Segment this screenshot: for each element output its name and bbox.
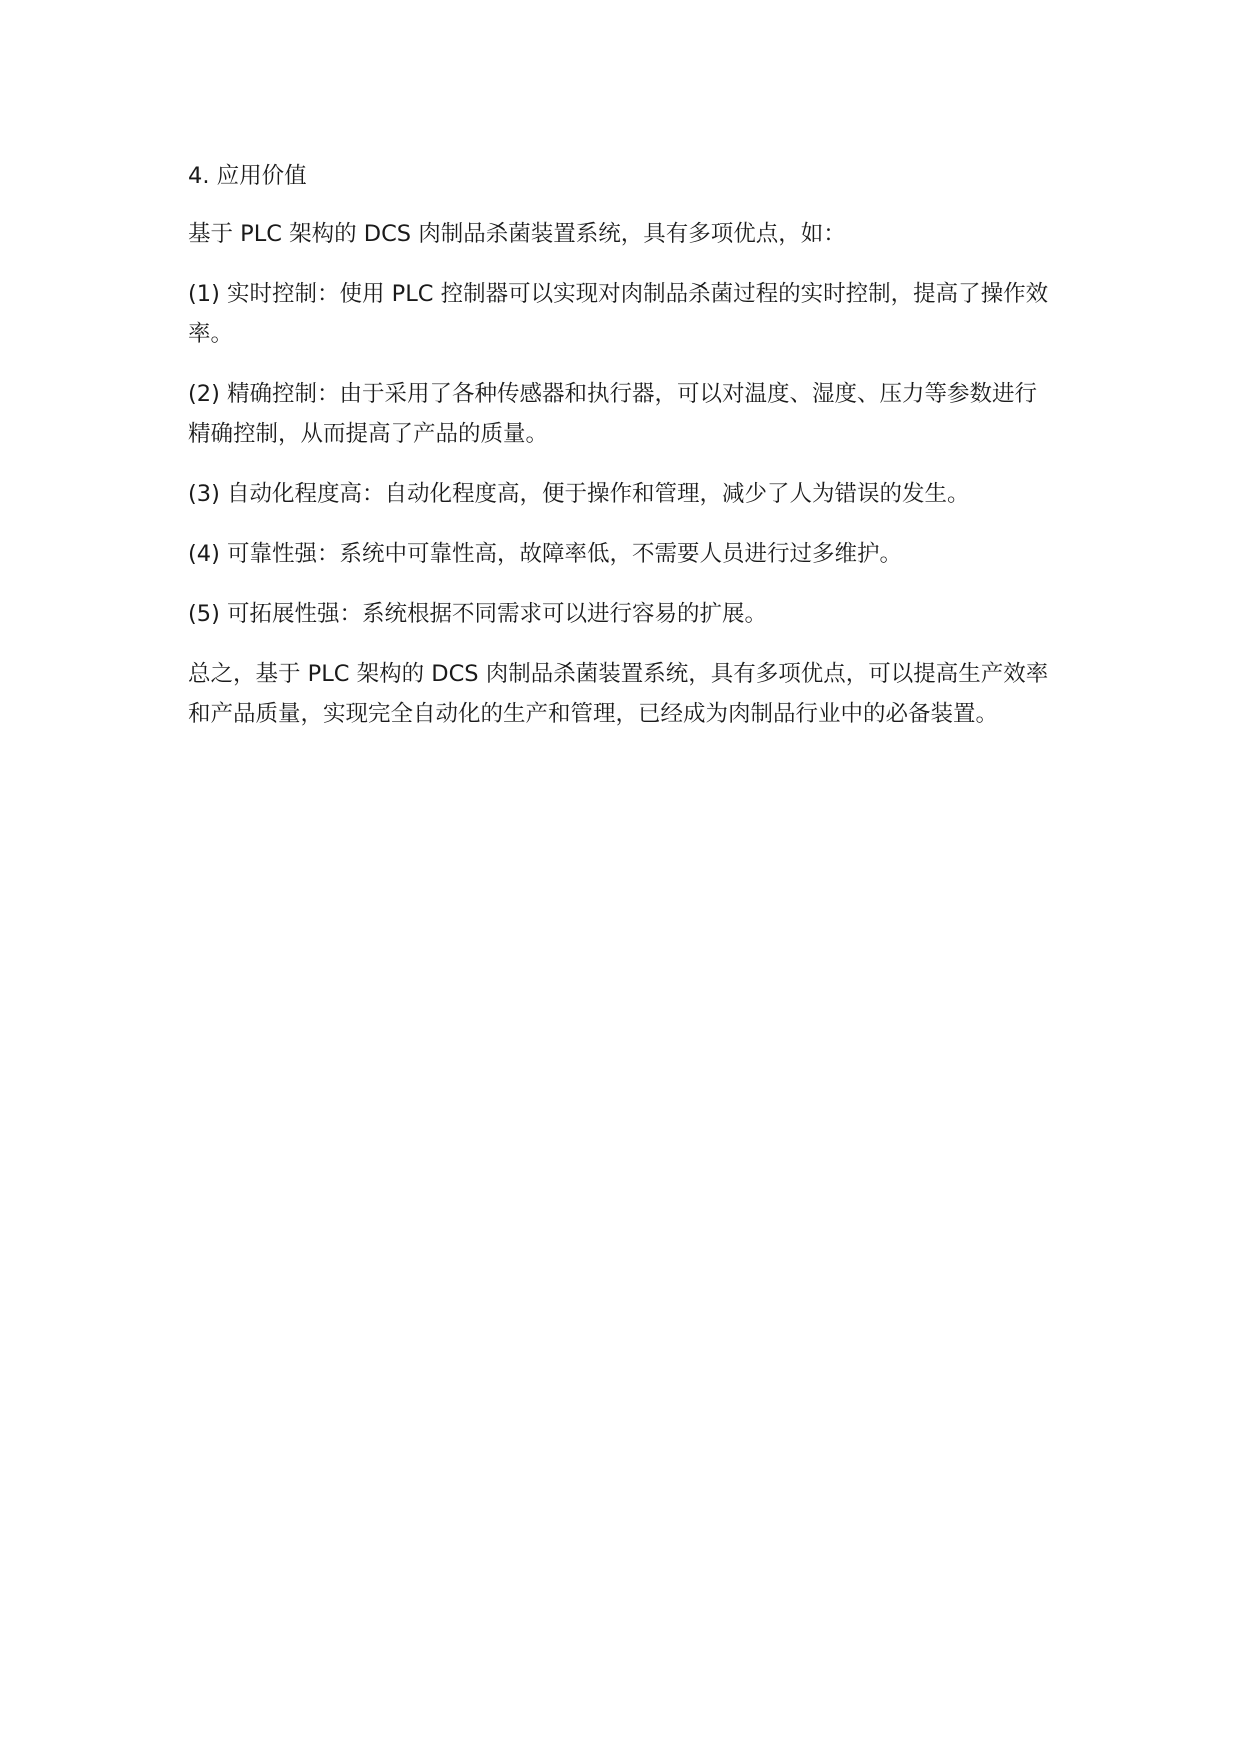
section-heading: 4. 应用价值	[188, 163, 307, 189]
list-item-precise-control: (2) 精确控制：由于采用了各种传感器和执行器，可以对温度、湿度、压力等参数进行精确控制，从而提高了产品的质量。	[188, 381, 1038, 447]
document-body	[188, 156, 1056, 754]
list-item-realtime-control: (1) 实时控制：使用 PLC 控制器可以实现对肉制品杀菌过程的实时控制，提高了操作效率。	[188, 281, 1049, 347]
intro-paragraph: 基于 PLC 架构的 DCS 肉制品杀菌装置系统，具有多项优点，如：	[188, 221, 846, 247]
list-item-automation: (3) 自动化程度高：自动化程度高，便于操作和管理，减少了人为错误的发生。	[188, 481, 970, 507]
list-item-extensibility: (5) 可拓展性强：系统根据不同需求可以进行容易的扩展。	[188, 601, 768, 627]
conclusion-paragraph: 总之，基于 PLC 架构的 DCS 肉制品杀菌装置系统，具有多项优点，可以提高生产效率和产品质量，实现完全自动化的生产和管理，已经成为肉制品行业中的必备装置。	[188, 661, 1049, 727]
list-item-reliability: (4) 可靠性强：系统中可靠性高，故障率低，不需要人员进行过多维护。	[188, 541, 903, 567]
